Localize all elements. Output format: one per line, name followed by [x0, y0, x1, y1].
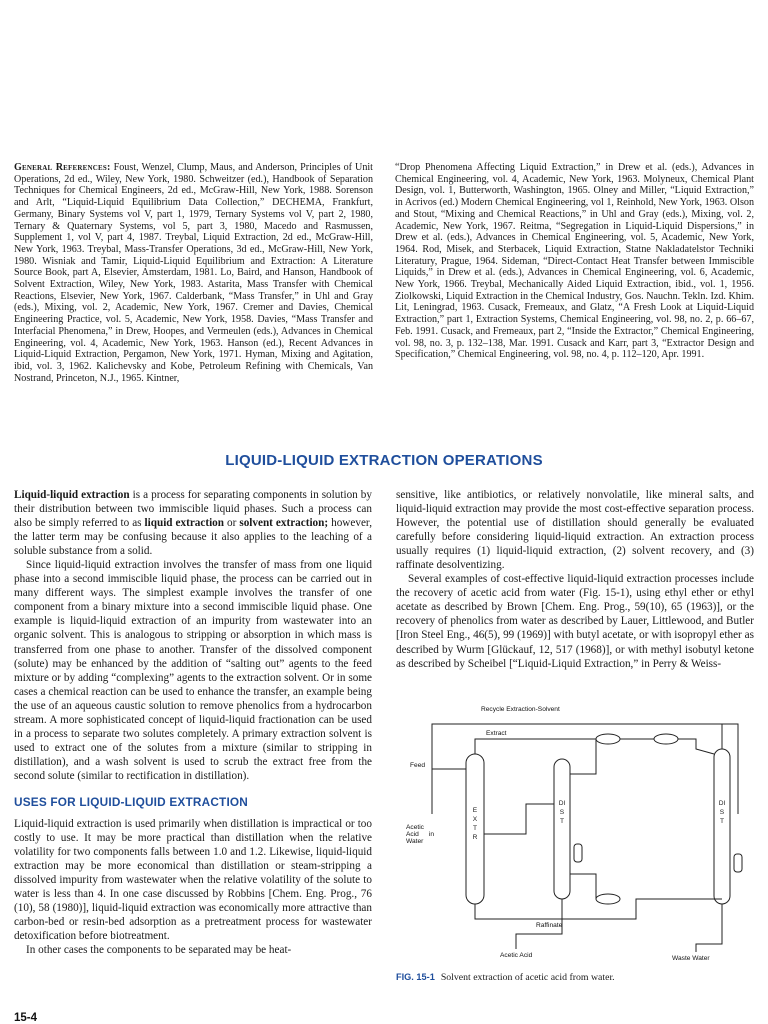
intro-text-1: is a process for separating components in solution by their distribution between two immiscible liquid phases. Such a process can also be simply referred to as	[14, 489, 372, 530]
figure-number: FIG. 15-1	[396, 971, 435, 982]
label-dist-2: DIST	[718, 799, 726, 825]
paragraph-uses: Liquid-liquid extraction is used primarily when distillation is impractical or too costly to use. It may be more practical than distillation when the relative volatility for two components falls between 1.0 and 1.2. Likewise, liquid-liquid extraction may be more economical than distillation or steam-stripping a dissolved impurity from wastewater when the relative volatility of the solute to water is less than 4. In one case discussed by Robbins [Chem. Eng. Prog., 76 (10), 58 (1980)], liquid-liquid extraction was economically more attractive than carbon-bed or resin-bed adsorption as a pretreatment process for wastewater detoxification before biotreatment.	[14, 818, 372, 943]
paragraph-mass-transfer: Since liquid-liquid extraction involves the transfer of mass from one liquid phase into a second immiscible liquid phase, the process can be carried out in many different ways. The simplest example involves the transfer of one component from a binary mixture into a second immiscible liquid phase. One example is liquid-liquid extraction of an impurity from wastewater into an organic solvent. This is analogous to stripping or absorption in which mass is transferred from one phase to another. Transfer of the dissolved component (solute) may be enhanced by the addition of “salting out” agents to the feed mixture or by adding “complexing” agents to the extraction solvent. Or in some cases a chemical reaction can be used to enhance the transfer, an example being the use of an aqueous caustic solution to remove phenolics from a hydrocarbon stream. A more sophisticated concept of liquid-liquid fractionation can be used in a process to separate two solutes completely. A primary extraction solvent is used to extract one of the solutes from a mixture (similar to stripping in distillation), and a wash solvent is used to scrub the extract free from the second solute (similar to rectification in distillation).	[14, 559, 372, 782]
general-references	[14, 162, 754, 384]
label-extract: Extract	[486, 729, 507, 737]
label-acetic-acid: Acetic Acid	[500, 951, 533, 959]
term-liquid-extraction: liquid extraction	[144, 517, 224, 530]
section-title: LIQUID-LIQUID EXTRACTION OPERATIONS	[225, 452, 543, 469]
body-column-left	[14, 488, 372, 988]
reboiler-2	[734, 854, 742, 872]
process-flow-diagram	[396, 694, 754, 964]
references-lead: General References:	[14, 162, 111, 173]
term-liquid-liquid-extraction: Liquid-liquid extraction	[14, 489, 130, 501]
reboiler-1	[574, 844, 582, 862]
intro-text-2: or	[224, 517, 240, 530]
intro-paragraph	[14, 488, 372, 558]
references-text-left: Foust, Wenzel, Clump, Maus, and Anderson, Principles of Unit Operations, 2d ed., Wiley, New York, 1980. Schweitzer (ed.), Handbook of Separation Techniques for Chemical Engineers, 2d ed., McGraw-Hill, New York, 1988. Sorenson and Arlt, “Liquid-Liquid Equilibrium Data Collection,” DECHEMA, Frankfurt, Germany, Binary Systems vol V, part 1, 1979, Ternary Systems vol V, part 2, 1980, Ternary & Quaternary Systems, vol 5, part 3, 1980, Macedo and Rasmussen, Supplement 1, vol V, part 4, 1987. Treybal, Liquid Extraction, 2d ed., McGraw-Hill, New York, 1963. Treybal, Mass-Transfer Operations, 3d ed., McGraw-Hill, New York, 1980. Wisniak and Tamir, Liquid-Liquid Equilibrium and Extraction: A Literature Source Book, part A, Elsevier, Amsterdam, 1981. Lo, Baird, and Hanson, Handbook of Solvent Extraction, Wiley, New York, 1983. Astarita, Mass Transfer with Chemical Reactions, Elsevier, New York, 1967. Calderbank, “Mass Transfer,” in Uhl and Gray (eds.), Mixing, vol. 2, Academic, New York, 1967. Cremer and Davies, Chemical Engineering Practice, vol. 5, Academic, New York, 1958. Davies, “Mass Transfer and Interfacial Phenomena,” in Drew, Hoopes, and Vermeulen (eds.), Advances in Chemical Engineering, vol. 4, Academic, New York, 1963. Hanson (ed.), Recent Advances in Liquid-Liquid Extraction, Pergamon, New York, 1971. Hyman, Mixing and Agitation, ibid, vol. 3, 1962. Kalichevsky and Kobe, Petroleum Refining with Chemicals, Van Nostrand, Princeton, N.J., 1965. Kintner,	[14, 162, 373, 384]
page-number: 15-4	[14, 1012, 38, 1024]
references-column-right	[395, 162, 754, 384]
heat-exchanger-2	[654, 734, 678, 744]
distillation-column-2	[714, 749, 730, 904]
intro-text-3: however, the latter term may be confusing because it also applies to the leaching of a soluble substance from a solid.	[14, 517, 372, 558]
label-recycle-solvent: Recycle Extraction-Solvent	[481, 705, 560, 713]
label-raffinate: Raffinate	[536, 921, 563, 929]
figure-15-1	[396, 694, 754, 964]
body-text	[14, 488, 754, 988]
figure-caption-text: Solvent extraction of acetic acid from water.	[440, 971, 615, 983]
figure-caption	[396, 970, 754, 985]
heat-exchanger-3	[596, 894, 620, 904]
paragraph-other-cases: In other cases the components to be separated may be heat-	[26, 944, 292, 957]
references-text-right: “Drop Phenomena Affecting Liquid Extraction,” in Drew et al. (eds.), Advances in Chemical Engineering, vol. 4, Academic, New York, 1963. Molyneux, Chemical Plant Design, vol. 1, Butterworth, Washington, 1965. Olney and Miller, “Liquid Extraction,” in Acrivos (ed.) Modern Chemical Engineering, vol 1, Reinhold, New York, 1963. Olson and Stout, “Mixing and Chemical Reactions,” in Uhl and Gray (eds.), Mixing, vol. 2, Academic, New York, 1967. Reitma, “Segregation in Liquid-Liquid Dispersions,” in Drew et al. (eds.), Advances in Chemical Engineering, vol. 5, Academic, New York, 1964. Rod, Misek, and Sterbacek, Liquid Extraction, Statne Nakladatelstor Techniki Literatury, Prague, 1964. Sideman, “Direct-Contact Heat Transfer between Immiscible Liquids,” in Drew et al. (eds.), Advances in Chemical Engineering, vol. 6, Academic, New York, 1966. Treybal, Mechanically Aided Liquid Extraction, ibid., vol. 1, 1956. Ziolkowski, Liquid Extraction in the Chemical Industry, Gos. Nauchn. Tekln. Izd. Khim. Lit, Leningrad, 1963. Cusack, Fremeaux, and Glatz, “A Fresh Look at Liquid-Liquid Extraction,” part 1, Extraction Systems, Chemical Engineering, vol. 98, no. 2, p. 66–67, Feb. 1991. Cusack, and Fremeaux, part 2, “Inside the Extractor,” Chemical Engineering, vol. 98, no. 3, p. 132–138, Mar. 1991. Cusack and Karr, part 3, “Extractor Design and Specification,” Chemical Engineering, vol. 98, no. 4, p. 112–120, Apr. 1991.	[395, 162, 754, 361]
label-feed: Feed	[410, 761, 426, 769]
paragraph-examples: Several examples of cost-effective liquid-liquid extraction processes include the recovery of acetic acid from water (Fig. 15-1), using ethyl ether or ethyl acetate as described by Brown [Chem. Eng. Prog., 59(10), 65 (1963)], or the recovery of phenolics from water as described by Lauer, Littlewood, and Butler [Iron Steel Eng., 46(5), 99 (1969)] with butyl acetate, or with isopropyl ether as described by Wurm [Glückauf, 12, 517 (1968)], or with methyl isobutyl ketone as described by Scheibel [“Liquid-Liquid Extraction,” in Perry & Weiss-	[396, 573, 754, 670]
body-column-right	[396, 488, 754, 988]
heat-exchanger-1	[596, 734, 620, 744]
label-dist-1: DIST	[558, 799, 566, 825]
paragraph-heat-sensitive: sensitive, like antibiotics, or relatively nonvolatile, like mineral salts, and liquid-liquid extraction may provide the most cost-effective separation process. However, the potential use of distillation should generally be evaluated carefully before considering liquid-liquid extraction. An extraction process usually requires (1) liquid-liquid extraction, (2) solvent recovery, and (3) raffinate desolventizing.	[396, 489, 754, 572]
label-acetic-acid-in-water: Acetic Acid in Water	[406, 823, 434, 845]
references-column-left	[14, 162, 373, 384]
label-extr: EXTR	[472, 806, 478, 841]
subheading-uses: USES FOR LIQUID-LIQUID EXTRACTION	[14, 794, 249, 809]
label-waste-water: Waste Water	[672, 954, 710, 962]
distillation-column-1	[554, 759, 570, 899]
term-solvent-extraction: solvent extraction;	[239, 517, 329, 530]
